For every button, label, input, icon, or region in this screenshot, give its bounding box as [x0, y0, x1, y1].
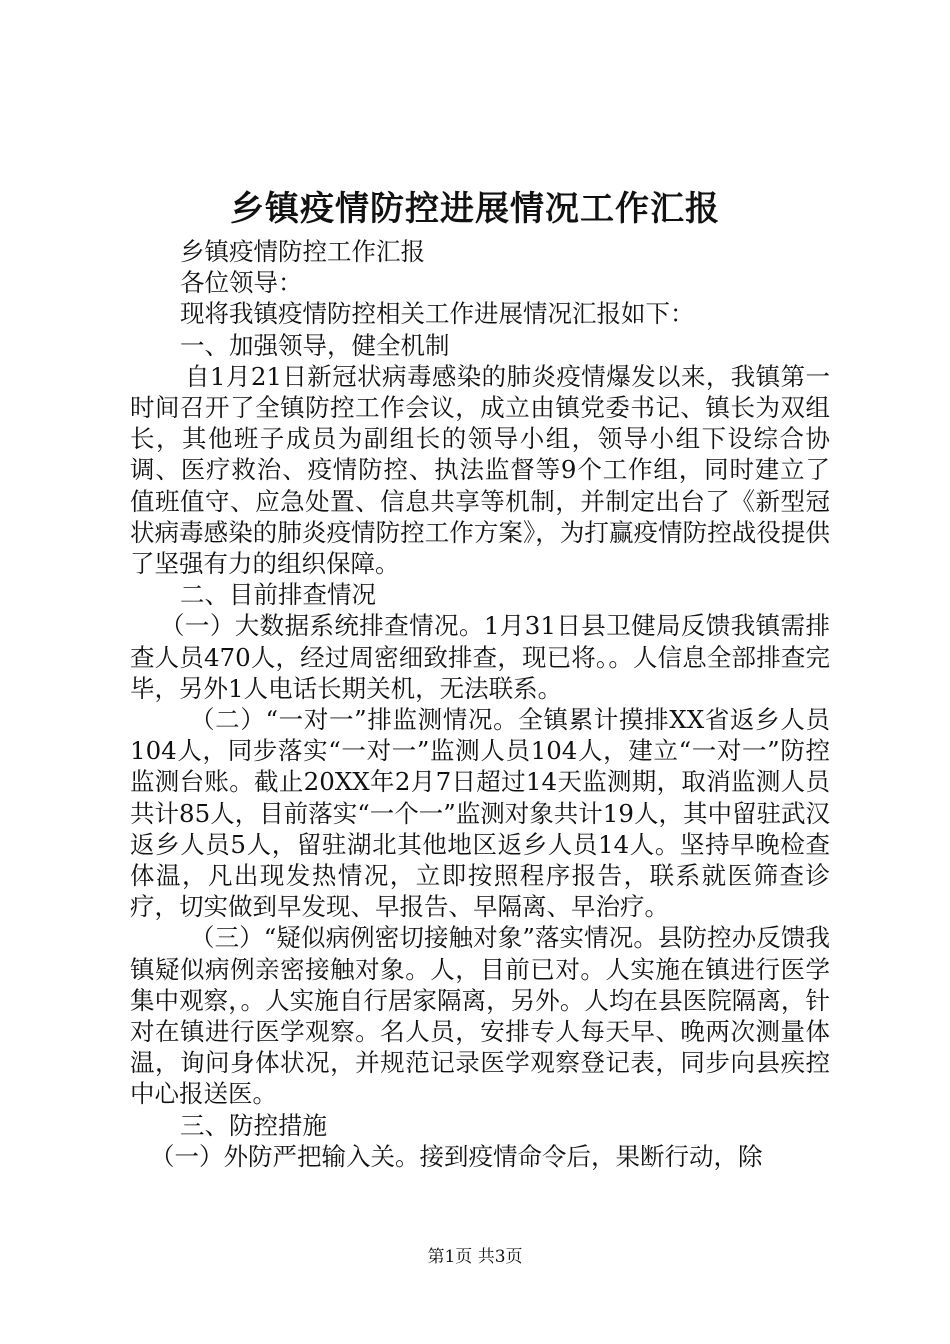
document-body: [130, 236, 830, 1172]
section-heading-2: 二、目前排查情况: [180, 580, 376, 610]
page-footer: 第1页 共3页: [427, 1247, 523, 1267]
paragraph-salutation: 各位领导：: [180, 268, 303, 298]
section-heading-1: 一、加强领导，健全机制: [180, 330, 450, 360]
paragraph-leadership: 自1月21日新冠状病毒感染的肺炎疫情爆发以来，我镇第一时间召开了全镇防控工作会议，成立由镇党委书记、镇长为双组长，其他班子成员为副组长的领导小组，领导小组下设综合协调、医疗救治、疫情防控、执法监督等9个工作组，同时建立了值班值守、应急处置、信息共享等机制，并制定出台了《新型冠状病毒感染的肺炎疫情防控工作方案》，为打赢疫情防控战役提供了坚强有力的组织保障。: [130, 361, 830, 579]
paragraph-bigdata: （一）大数据系统排查情况。1月31日县卫健局反馈我镇需排查人员470人，经过周密细致排查，现已将。。人信息全部排查完毕，另外1人电话长期关机，无法联系。: [130, 611, 830, 703]
paragraph-one-to-one: （二）“一对一”排监测情况。全镇累计摸排XX省返乡人员104人，同步落实“一对一”监测人员104人，建立“一对一”防控监测台账。截止20XX年2月7日超过14天监测期，取消监测人员共计85人，目前落实“一个一”监测对象共计19人，其中留驻武汉返乡人员5人，留驻湖北其他地区返乡人员14人。坚持早晚检查体温，凡出现发热情况，立即按照程序报告，联系就医筛查诊疗，切实做到早发现、早报告、早隔离、早治疗。: [130, 705, 830, 922]
paragraph-close-contacts: （三）“疑似病例密切接触对象”落实情况。县防控办反馈我镇疑似病例亲密接触对象。人，目前已对。人实施在镇进行医学集中观察，。人实施自行居家隔离，另外。人均在县医院隔离，针对在镇进行医学观察。名人员，安排专人每天早、晚两次测量体温，询问身体状况，并规范记录医学观察登记表，同步向县疾控中心报送医。: [130, 923, 830, 1109]
document-title: 乡镇疫情防控进展情况工作汇报: [230, 189, 720, 229]
section-heading-3: 三、防控措施: [180, 1110, 327, 1140]
paragraph-external-defense: （一）外防严把输入关。接到疫情命令后，果断行动，除: [150, 1141, 763, 1171]
paragraph-intro: 现将我镇疫情防控相关工作进展情况汇报如下：: [180, 299, 695, 329]
paragraph-report-heading: 乡镇疫情防控工作汇报: [180, 237, 425, 266]
